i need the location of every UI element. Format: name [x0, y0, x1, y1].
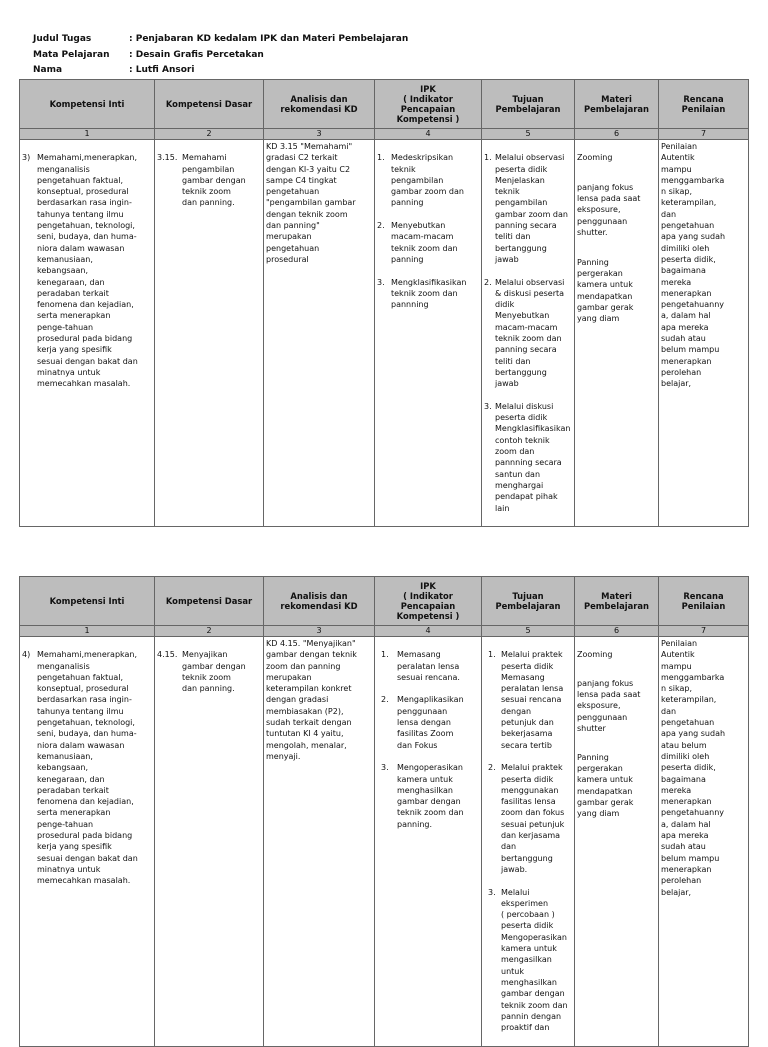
list-item [377, 277, 479, 311]
column-number: 4 [375, 129, 482, 140]
column-number: 2 [155, 129, 264, 140]
materi-item: Zooming [577, 153, 613, 163]
column-number: 3 [264, 626, 375, 637]
column-number-row [20, 626, 749, 637]
materi-item: Panning pergerakan kamera untuk mendapatkan gambar gerak yang diam [577, 752, 634, 819]
list-text: Memasang peralatan lensa sesuai rencana. [397, 650, 460, 682]
column-number: 2 [155, 626, 264, 637]
column-number: 4 [375, 626, 482, 637]
column-header-penilaian: Rencana Penilaian [659, 80, 749, 129]
materi-item: panjang fokus lensa pada saat eksposure, penggunaan shutter. [577, 182, 641, 238]
header-row-nama [33, 63, 408, 79]
ipk-cell [375, 140, 482, 527]
table-header-row [20, 577, 749, 626]
column-number: 6 [575, 129, 659, 140]
list-number: 3. [484, 401, 492, 411]
header-value: : Lutfi Ansori [129, 65, 195, 75]
materi-item: Panning pergerakan kamera untuk mendapatkan gambar gerak yang diam [577, 257, 634, 324]
kd-cell [155, 637, 264, 1047]
materi-cell [575, 140, 659, 527]
list-text: Mengaplikasikan penggunaan lensa dengan fasilitas Zoom dan Fokus [397, 695, 464, 750]
header-row-judul [33, 32, 408, 48]
kd-text: Memahami pengambilan gambar dengan teknik zoom dan panning. [182, 153, 246, 208]
list-text: Mengklasifikasikan teknik zoom dan pannning [391, 277, 467, 310]
list-text: Melalui praktek peserta didik Memasang peralatan lensa sesuai rencana dengan petunjuk dan bekerjasama secara tertib [501, 650, 564, 750]
ki-text: Memahami,menerapkan, menganalisis pengetahuan faktual, konseptual, prosedural berdasarkan rasa ingin- tahunya tentang ilmu pengetahuan, teknologi, seni, budaya, dan huma- niora dalam wawasan kemanusiaan, kebangsaan, kenegaraan, dan peradaban terkait fenomena dan kejadian, serta menerapkan penge-tahuan prosedural pada bidang kerja yang spesifik sesuai dengan bakat dan minatnya untuk memecahkan masalah. [37, 153, 138, 389]
list-number: 1. [377, 153, 385, 163]
column-header-kd: Kompetensi Dasar [155, 80, 264, 129]
competency-table-1 [19, 79, 749, 527]
analisis-cell: KD 4.15. "Menyajikan" gambar dengan teknik zoom dan panning merupakan keterampilan konkret dengan gradasi membiasakan (P2), sudah terkait dengan tuntutan KI 4 yaitu, mengolah, menalar, menyaji. [264, 637, 375, 1047]
list-item [377, 220, 479, 265]
penilaian-cell: Penilaian Autentik mampu menggambarka n sikap, keterampilan, dan pengetahuan apa yang sudah atau belum dimiliki oleh peserta didik, bagaimana mereka menerapkan pengetahuanny a, dalam hal apa mereka sudah atau belum mampu menerapkan perolehan belajar, [659, 637, 749, 1047]
column-number: 5 [482, 129, 575, 140]
column-number: 5 [482, 626, 575, 637]
column-number: 3 [264, 129, 375, 140]
column-number: 1 [20, 626, 155, 637]
list-number: 3. [488, 887, 496, 897]
kd-number: 4.15. [157, 650, 178, 660]
header-value: : Penjabaran KD kedalam IPK dan Materi Pembelajaran [129, 34, 409, 44]
column-header-ipk: IPK ( Indikator Pencapaian Kompetensi ) [375, 577, 482, 626]
list-item [377, 694, 479, 750]
list-number: 1. [488, 650, 496, 660]
tujuan-cell [482, 637, 575, 1047]
column-number-row [20, 129, 749, 140]
column-number: 1 [20, 129, 155, 140]
header-row-mapel [33, 48, 408, 64]
list-text: Mengoperasikan kamera untuk menghasilkan gambar dengan teknik zoom dan panning. [397, 763, 464, 829]
column-header-materi: Materi Pembelajaran [575, 577, 659, 626]
list-item [484, 277, 572, 390]
materi-item: Zooming [577, 650, 613, 660]
list-number: 3. [381, 763, 389, 773]
ki-number: 3) [22, 153, 31, 163]
list-text: Melalui praktek peserta didik menggunakan fasilitas lensa zoom dan fokus sesuai petunjuk dan kerjasama dan bertanggung jawab. [501, 763, 565, 874]
list-text: Medeskripsikan teknik pengambilan gambar zoom dan panning [391, 153, 464, 208]
ki-cell [20, 140, 155, 527]
table-row [20, 637, 749, 1047]
header-label: Nama [33, 65, 63, 75]
list-number: 2. [381, 695, 389, 705]
list-number: 1. [484, 153, 492, 163]
header-label: Judul Tugas [33, 34, 92, 44]
column-header-tujuan: Tujuan Pembelajaran [482, 80, 575, 129]
penilaian-cell: Penilaian Autentik mampu menggambarka n sikap, keterampilan, dan pengetahuan apa yang sudah dimiliki oleh peserta didik, bagaimana mereka menerapkan pengetahuanny a, dalam hal apa mereka sudah atau belum mampu menerapkan perolehan belajar, [659, 140, 749, 527]
list-number: 2. [377, 221, 385, 231]
column-number: 6 [575, 626, 659, 637]
list-text: Melalui eksperimen ( percobaan ) peserta didik Mengoperasikan kamera untuk mengasilkan untuk menghasilkan gambar dengan teknik zoom dan pannin dengan proaktif dan [501, 887, 568, 1033]
column-header-kd: Kompetensi Dasar [155, 577, 264, 626]
ki-cell [20, 637, 155, 1047]
list-number: 2. [484, 277, 492, 287]
table-header-row [20, 80, 749, 129]
materi-item: panjang fokus lensa pada saat eksposure, penggunaan shutter [577, 678, 641, 734]
column-header-analisis: Analisis dan rekomendasi KD [264, 80, 375, 129]
column-header-ipk: IPK ( Indikator Pencapaian Kompetensi ) [375, 80, 482, 129]
ipk-cell [375, 637, 482, 1047]
list-text: Melalui diskusi peserta didik Mengklasifikasikan contoh teknik zoom dan pannning secara santun dan menghargai pendapat pihak lain [495, 401, 571, 513]
table-row [20, 140, 749, 527]
column-header-penilaian: Rencana Penilaian [659, 577, 749, 626]
column-header-ki: Kompetensi Inti [20, 577, 155, 626]
list-text: Melalui observasi peserta didik Menjelaskan teknik pengambilan gambar zoom dan panning secara teliti dan bertanggung jawab [495, 153, 568, 264]
column-header-tujuan: Tujuan Pembelajaran [482, 577, 575, 626]
header-value: : Desain Grafis Percetakan [129, 49, 264, 60]
list-item [377, 649, 479, 683]
list-text: Menyebutkan macam-macam teknik zoom dan panning [391, 221, 458, 264]
column-header-ki: Kompetensi Inti [20, 80, 155, 129]
list-item [484, 762, 572, 875]
column-header-materi: Materi Pembelajaran [575, 80, 659, 129]
list-item [377, 152, 479, 208]
list-text: Melalui observasi & diskusi peserta didik Menyebutkan macam-macam teknik zoom dan panning secara teliti dan bertanggung jawab [495, 277, 565, 389]
materi-cell [575, 637, 659, 1047]
column-number: 7 [659, 129, 749, 140]
list-item [377, 762, 479, 830]
list-item [484, 887, 572, 1034]
list-number: 2. [488, 763, 496, 773]
tujuan-cell [482, 140, 575, 527]
list-number: 1. [381, 650, 389, 660]
competency-table-2 [19, 576, 749, 1047]
list-item [484, 649, 572, 751]
kd-cell [155, 140, 264, 527]
ki-text: Memahami,menerapkan, menganalisis pengetahuan faktual, konseptual, prosedural berdasarkan rasa ingin- tahunya tentang ilmu pengetahuan, teknologi, seni, budaya, dan huma- niora dalam wawasan kemanusiaan, kebangsaan, kenegaraan, dan peradaban terkait fenomena dan kejadian, serta menerapkan penge-tahuan prosedural pada bidang kerja yang spesifik sesuai dengan bakat dan minatnya untuk memecahkan masalah. [37, 650, 138, 886]
list-number: 3. [377, 277, 385, 287]
document-header [33, 32, 408, 79]
column-number: 7 [659, 626, 749, 637]
analisis-cell: KD 3.15 "Memahami" gradasi C2 terkait dengan KI-3 yaitu C2 sampe C4 tingkat pengetahuan "pengambilan gambar dengan teknik zoom dan panning" merupakan pengetahuan prosedural [264, 140, 375, 527]
ki-number: 4) [22, 650, 31, 660]
kd-text: Menyajikan gambar dengan teknik zoom dan panning. [182, 650, 246, 694]
header-label: Mata Pelajaran [33, 49, 110, 60]
list-item [484, 152, 572, 265]
kd-number: 3.15. [157, 153, 178, 163]
column-header-analisis: Analisis dan rekomendasi KD [264, 577, 375, 626]
list-item [484, 401, 572, 514]
